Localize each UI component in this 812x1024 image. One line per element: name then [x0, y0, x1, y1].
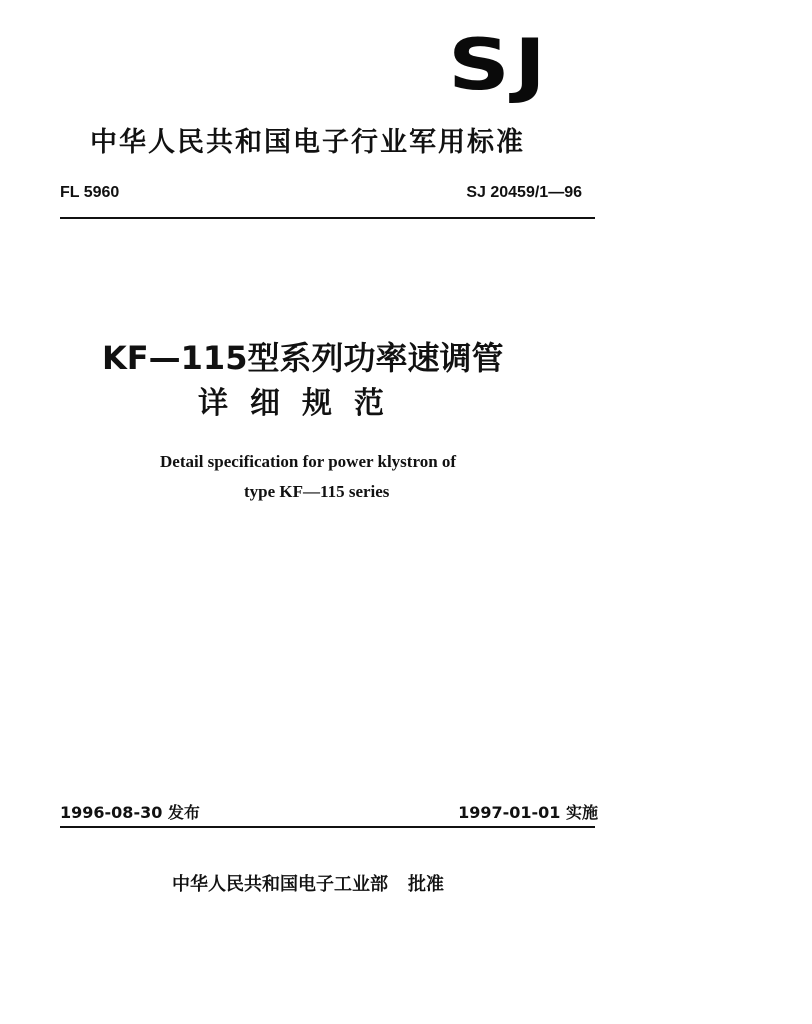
approving-authority: 中华人民共和国电子工业部 — [172, 874, 388, 895]
document-title-en-line2: type KF—115 series — [244, 482, 390, 501]
implementation-date: 1997-01-01 实施 — [458, 803, 598, 822]
document-subtitle-cn: 详细规范 — [198, 386, 406, 421]
document-title-cn: KF—115型系列功率速调管 — [102, 339, 504, 377]
standard-category-title: 中华人民共和国电子行业军用标准 — [90, 127, 525, 158]
approval-action: 批准 — [408, 874, 444, 895]
approval-line — [172, 870, 444, 896]
sj-logo: SJ — [448, 24, 550, 107]
footer-divider — [60, 826, 595, 828]
standard-number: SJ 20459/1—96 — [466, 184, 582, 201]
issue-date: 1996-08-30 发布 — [60, 803, 200, 822]
header-divider — [60, 217, 595, 219]
document-title-en-line1: Detail specification for power klystron of — [160, 452, 457, 471]
classification-code: FL 5960 — [60, 184, 120, 201]
